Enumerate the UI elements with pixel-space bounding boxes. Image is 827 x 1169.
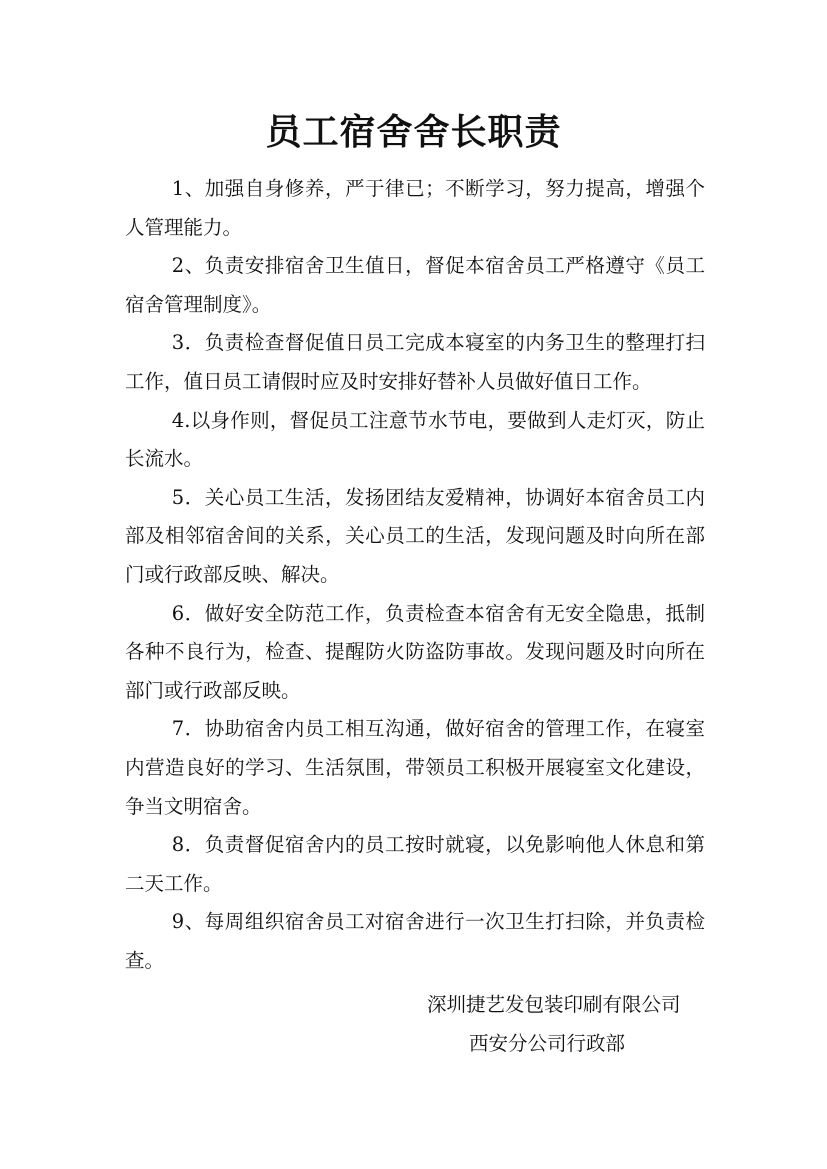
signature-department: 西安分公司行政部 [469,1032,626,1055]
document-title: 员工宿舍舍长职责 [265,111,562,153]
document-body [125,170,705,980]
duty-paragraph-3: 3．负责检查督促值日员工完成本寝室的内务卫生的整理打扫工作，值日员工请假时应及时安排好替补人员做好值日工作。 [125,331,705,393]
duty-paragraph-1: 1、加强自身修养，严于律已；不断学习，努力提高，增强个人管理能力。 [125,177,705,239]
duty-paragraph-7: 7．协助宿舍内员工相互沟通，做好宿舍的管理工作，在寝室内营造良好的学习、生活氛围，带领员工积极开展寝室文化建设，争当文明宿舍。 [125,717,705,818]
duty-paragraph-6: 6．做好安全防范工作，负责检查本宿舍有无安全隐患，抵制各种不良行为，检查、提醒防火防盗防事故。发现问题及时向所在部门或行政部反映。 [125,601,705,702]
duty-paragraph-5: 5．关心员工生活，发扬团结友爱精神，协调好本宿舍员工内部及相邻宿舍间的关系，关心员工的生活，发现问题及时向所在部门或行政部反映、解决。 [125,485,705,586]
duty-paragraph-2: 2、负责安排宿舍卫生值日，督促本宿舍员工严格遵守《员工宿舍管理制度》。 [125,254,705,316]
duty-paragraph-9: 9、每周组织宿舍员工对宿舍进行一次卫生打扫除，并负责检查。 [125,910,705,972]
duty-paragraph-4: 4.以身作则，督促员工注意节水节电，要做到人走灯灭，防止长流水。 [125,408,705,471]
signature-company: 深圳捷艺发包装印刷有限公司 [427,993,681,1016]
duty-paragraph-8: 8．负责督促宿舍内的员工按时就寝，以免影响他人休息和第二天工作。 [125,833,705,895]
